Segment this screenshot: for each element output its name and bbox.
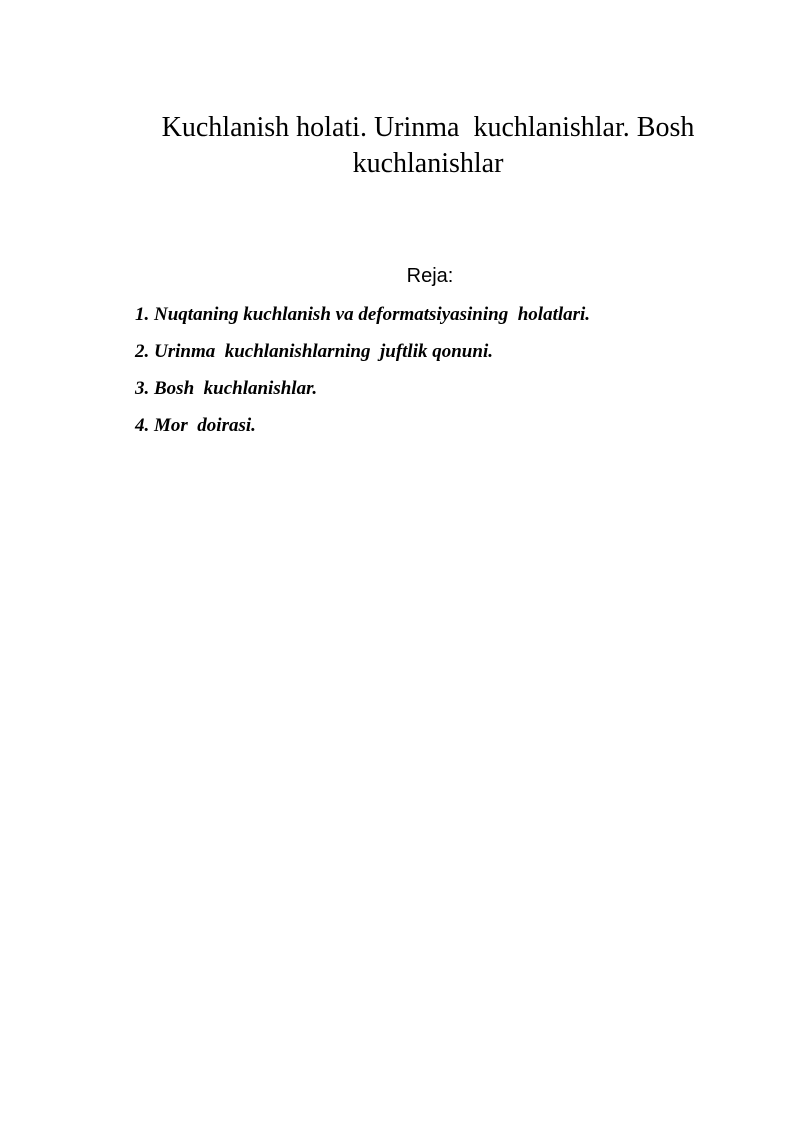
plan-item-3: 3. Bosh kuchlanishlar. bbox=[135, 378, 318, 399]
document-title: Kuchlanish holati. Urinma kuchlanishlar. Bosh kuchlanishlar bbox=[161, 112, 702, 179]
plan-heading: Reja: bbox=[406, 265, 454, 287]
plan-list bbox=[135, 302, 590, 450]
plan-item-2: 2. Urinma kuchlanishlarning juftlik qonuni. bbox=[135, 341, 493, 362]
plan-item-1: 1. Nuqtaning kuchlanish va deformatsiyasining holatlari. bbox=[135, 304, 591, 325]
plan-item-4: 4. Mor doirasi. bbox=[135, 415, 256, 436]
